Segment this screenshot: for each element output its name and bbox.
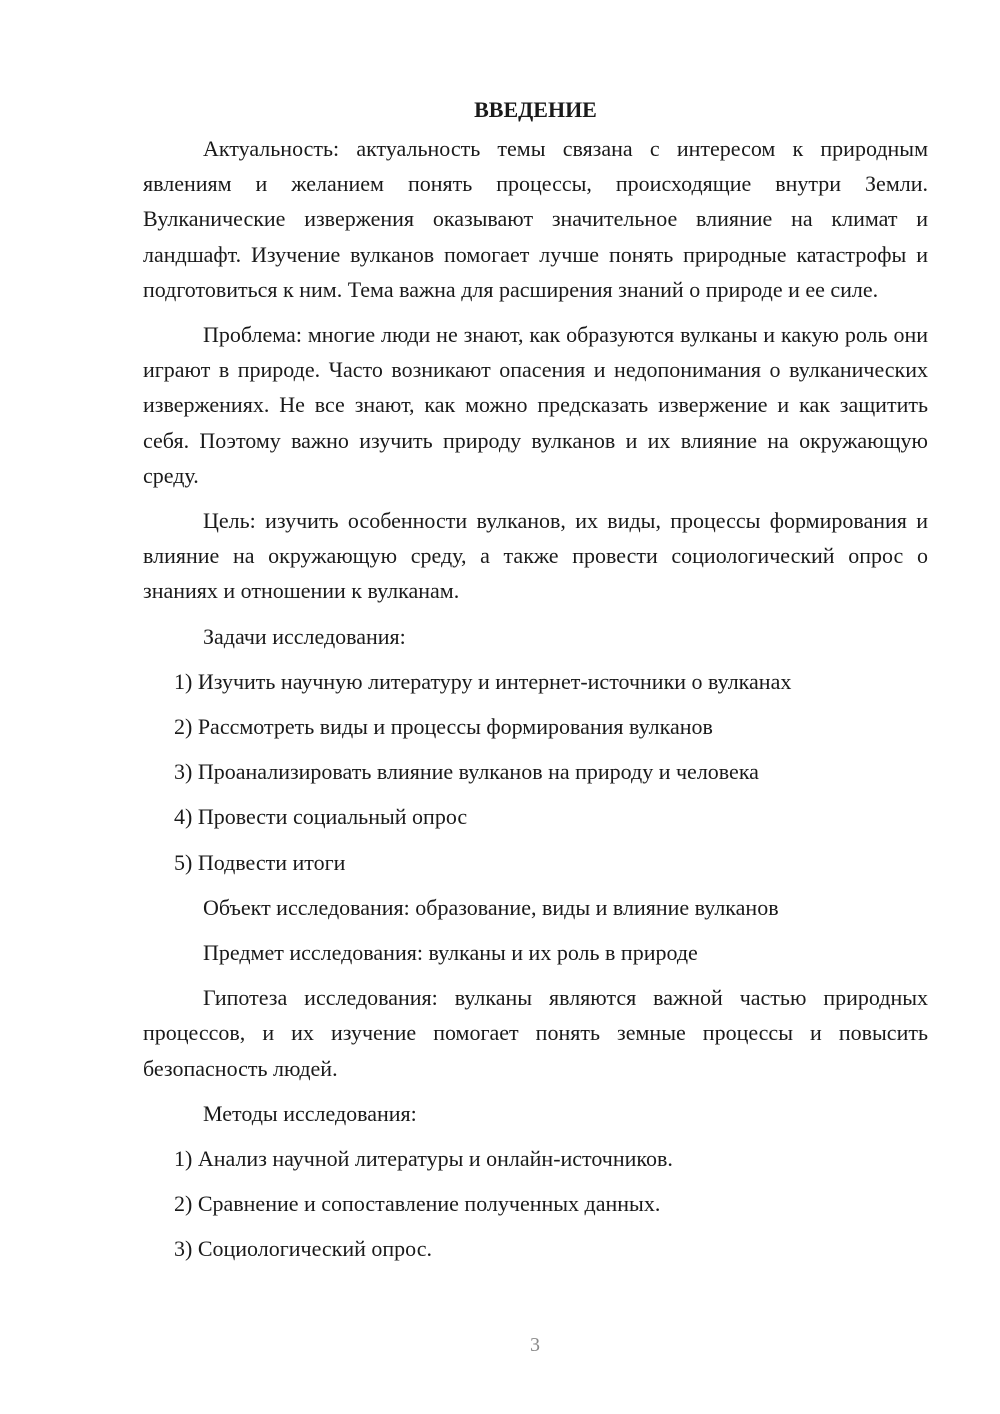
relevance-paragraph: Актуальность: актуальность темы связана с интересом к природным явлениям и желанием понять процессы, происходящие внутри Земли. Вулканические извержения оказывают значительное влияние на климат и ландшафт. Изучение вулканов помогает лучше понять природные катастрофы и подготовиться к ним. Тема важна для расширения знаний о природе и ее силе. xyxy=(143,136,928,302)
task-item-1: 1) Изучить научную литературу и интернет-источники о вулканах xyxy=(174,668,792,694)
goal-paragraph: Цель: изучить особенности вулканов, их виды, процессы формирования и влияние на окружающую среду, а также провести социологический опрос о знаниях и отношении к вулканам. xyxy=(143,508,928,604)
tasks-heading: Задачи исследования: xyxy=(203,623,406,649)
task-item-4: 4) Провести социальный опрос xyxy=(174,804,468,830)
problem-paragraph: Проблема: многие люди не знают, как образуются вулканы и какую роль они играют в природе. Часто возникают опасения и недопонимания о вулканических извержениях. Не все знают, как можно предсказать извержение и как защитить себя. Поэтому важно изучить природу вулканов и их влияние на окружающую среду. xyxy=(143,322,928,488)
section-title: ВВЕДЕНИЕ xyxy=(474,97,597,122)
task-item-5: 5) Подвести итоги xyxy=(174,849,346,875)
hypothesis-paragraph: Гипотеза исследования: вулканы являются важной частью природных процессов, и их изучение помогает понять земные процессы и повысить безопасность людей. xyxy=(143,985,928,1081)
method-item-3: 3) Социологический опрос. xyxy=(174,1236,432,1262)
task-item-2: 2) Рассмотреть виды и процессы формирования вулканов xyxy=(174,714,713,740)
method-item-2: 2) Сравнение и сопоставление полученных данных. xyxy=(174,1191,661,1217)
task-item-3: 3) Проанализировать влияние вулканов на природу и человека xyxy=(174,759,759,785)
research-object: Объект исследования: образование, виды и влияние вулканов xyxy=(203,894,779,920)
document-page xyxy=(143,92,928,1277)
methods-heading: Методы исследования: xyxy=(203,1100,417,1126)
page-number: 3 xyxy=(530,1334,540,1356)
research-subject: Предмет исследования: вулканы и их роль в природе xyxy=(203,940,698,966)
method-item-1: 1) Анализ научной литературы и онлайн-источников. xyxy=(174,1146,673,1172)
